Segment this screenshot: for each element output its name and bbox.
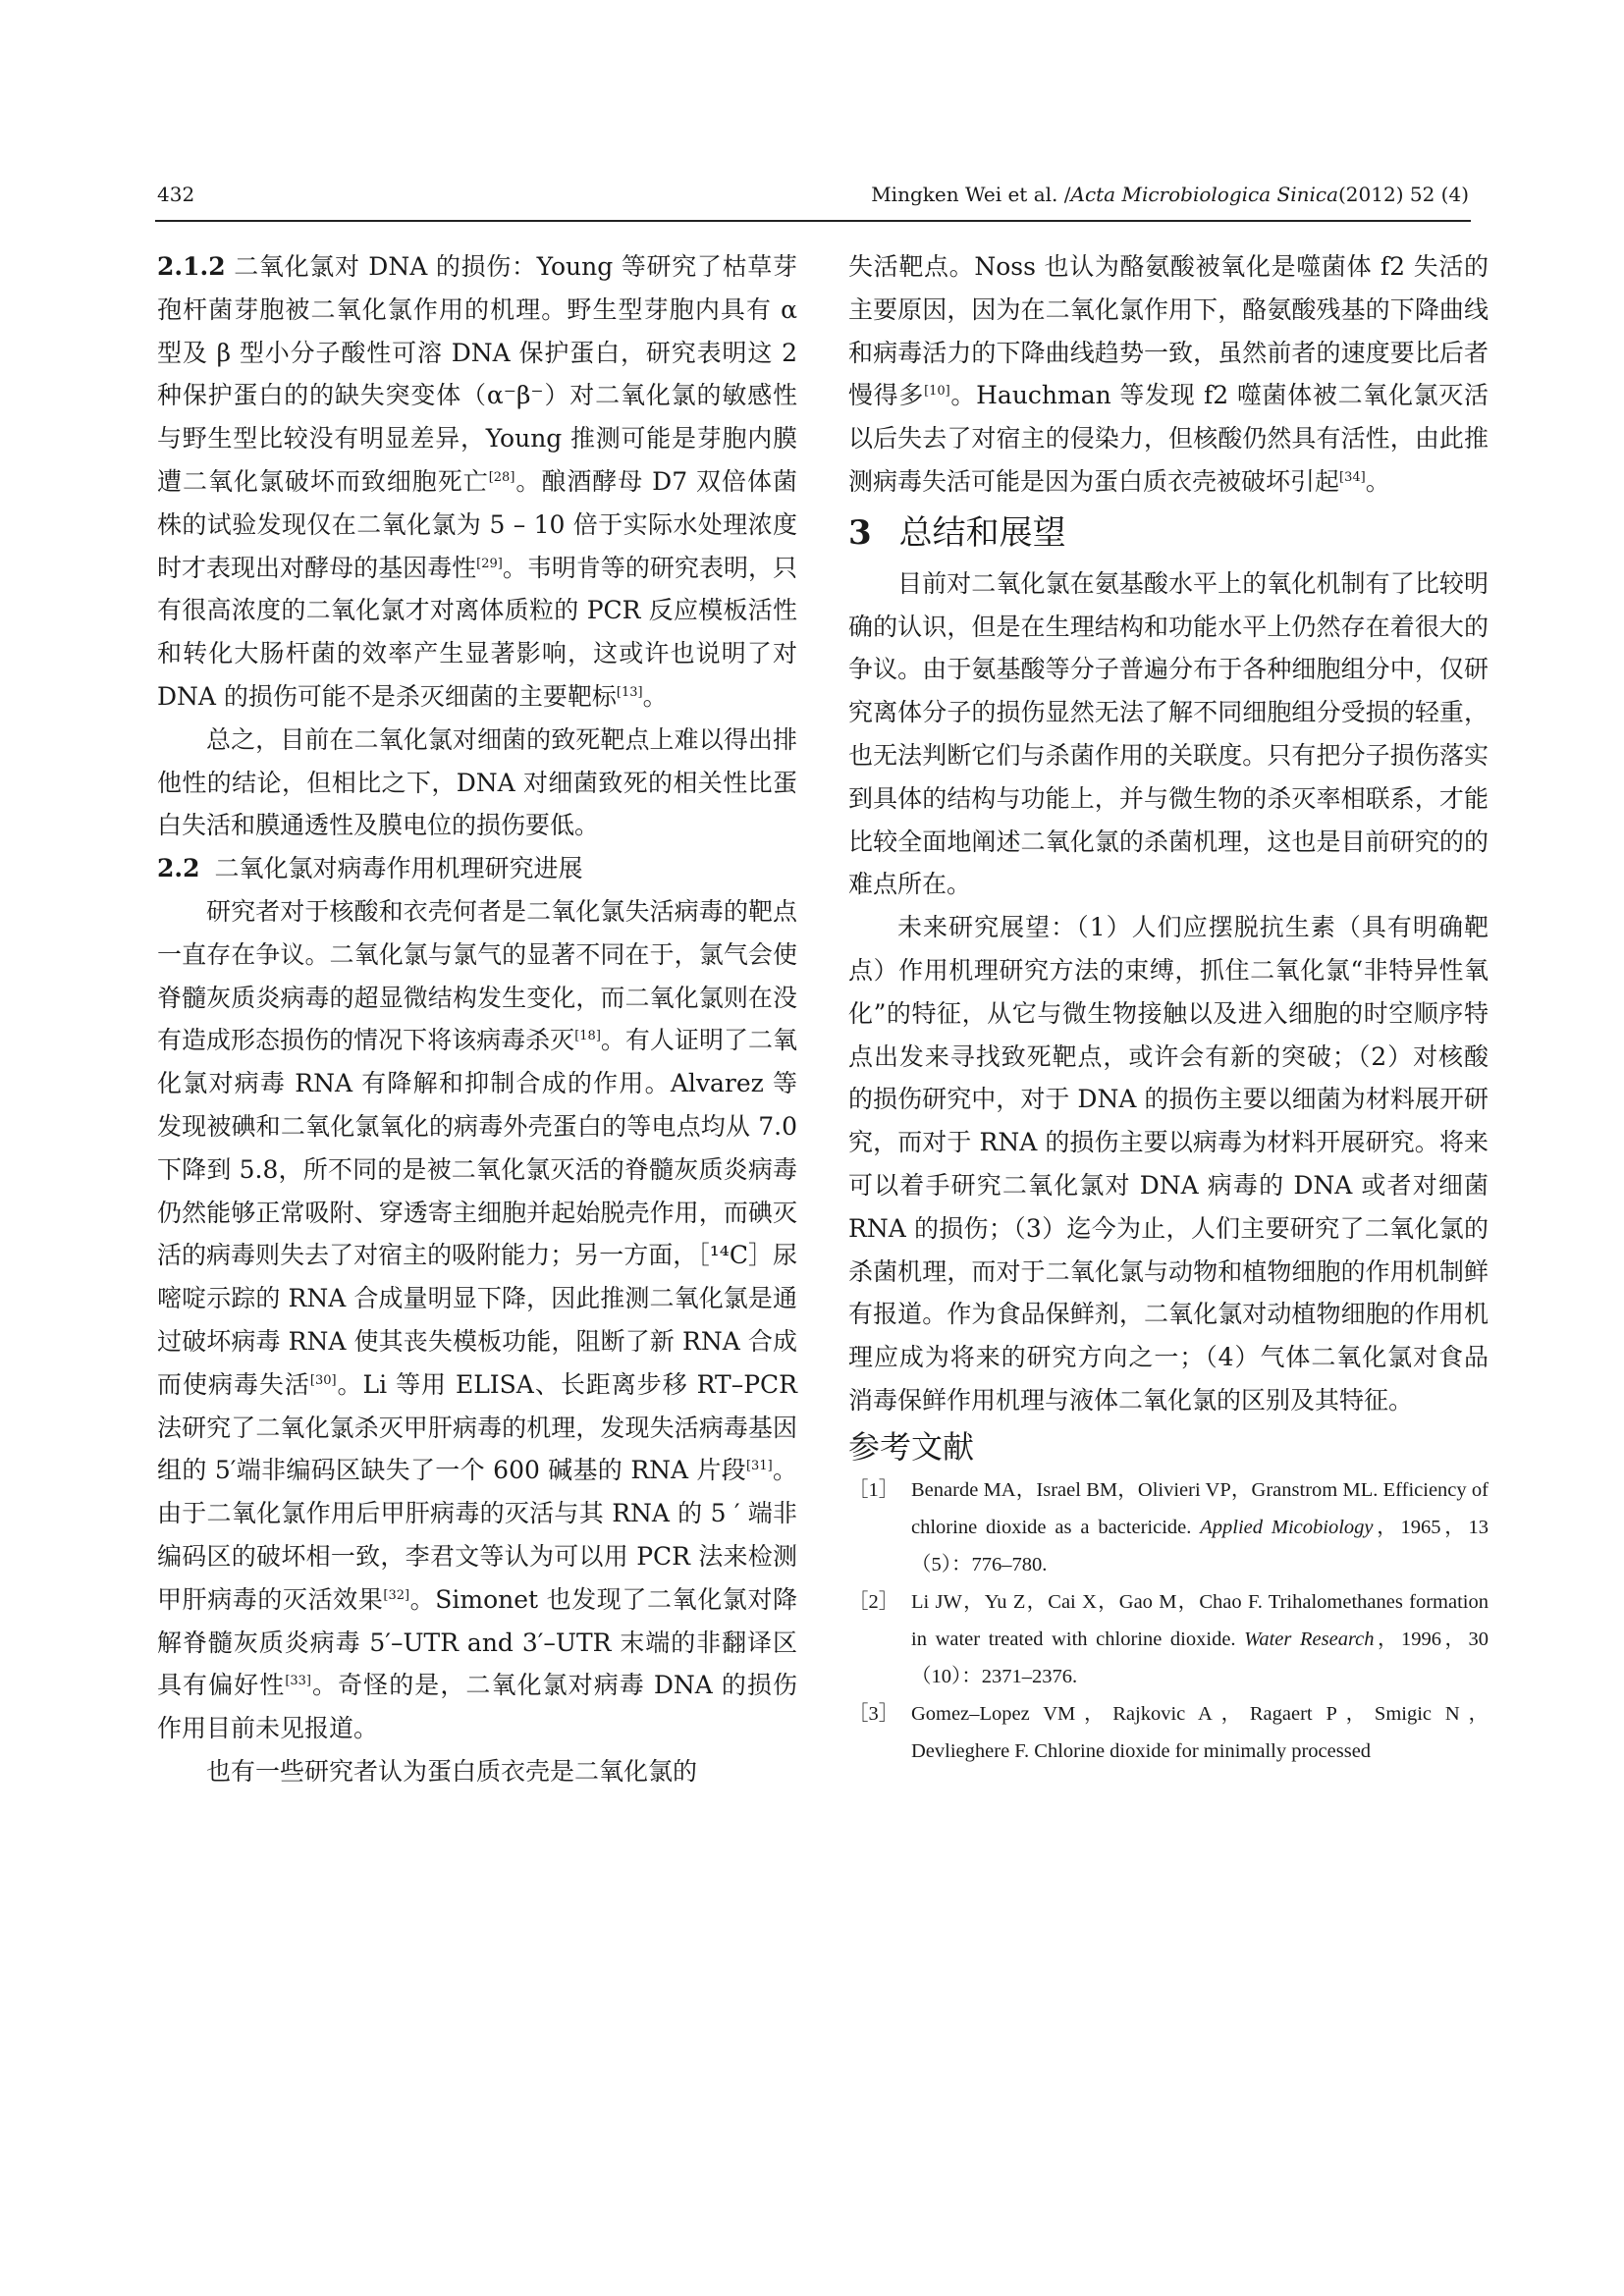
citation: [30] (309, 1372, 337, 1388)
reference-tail: ，1996，30（10）：2371–2376. (911, 1628, 1489, 1687)
running-header (805, 183, 1469, 206)
section-3-number: 3 (848, 512, 872, 553)
references-heading: 参考文献 (848, 1427, 975, 1466)
paragraph-text: 。 (1365, 466, 1390, 496)
paragraph-text: 。奇怪的是，二氧化氯对病毒 DNA 的损伤作用目前未见报道。 (157, 1671, 797, 1743)
reference-number: ［3］ (848, 1702, 899, 1725)
paragraph-text: 。Li 等用 ELISA、长距离步移 RT–PCR 法研究了二氧化氯杀灭甲肝病毒的机理，发现失活病毒基因组的 5′端非编码区缺失了一个 600 碱基的 RNA 片段 (157, 1369, 797, 1485)
paragraph-text: 。由于二氧化氯作用后甲肝病毒的灭活与其 RNA 的 5 ′ 端非编码区的破坏相一致，李君文等认为可以用 PCR 法来检测甲肝病毒的灭活效果 (157, 1456, 797, 1614)
citation: [29] (476, 556, 503, 571)
capsid-paragraph-continued (848, 245, 1489, 504)
reference-text: Li JW，Yu Z，Cai X，Gao M，Chao F. Trihalomethanes formation in water treated with chlorine dioxide. (911, 1590, 1489, 1650)
reference-text: Gomez–Lopez VM，Rajkovic A，Ragaert P，Smigic N，Devlieghere F. Chlorine dioxide for minimally processed (911, 1702, 1489, 1762)
capsid-paragraph-start: 也有一些研究者认为蛋白质衣壳是二氧化氯的 (206, 1756, 698, 1786)
citation: [18] (574, 1029, 601, 1044)
section-2-1-2-paragraph (157, 245, 797, 719)
citation: [33] (285, 1674, 311, 1689)
reference-journal: Water Research (1244, 1628, 1375, 1650)
section-3-heading (848, 504, 1489, 562)
header-slash: / (1057, 183, 1071, 206)
outlook-paragraph: 未来研究展望：（1）人们应摆脱抗生素（具有明确靶点）作用机理研究方法的束缚，抓住二氧化氯“非特异性氧化”的特征，从它与微生物接触以及进入细胞的时空顺序特点出发来寻找致死靶点，或许会有新的突破；（2）对核酸的损伤研究中，对于 DNA 的损伤主要以细菌为材料展开研究，而对于 RNA 的损伤主要以病毒为材料开展研究。将来可以着手研究二氧化氯对 DNA 病毒的 DNA 或者对细菌 RNA 的损伤；（3）迄今为止，人们主要研究了二氧化氯的杀菌机理，而对于二氧化氯与动物和植物细胞的作用机制鲜有报道。作为食品保鲜剂，二氧化氯对动植物细胞的作用机理应成为将来的研究方向之一；（4）气体二氧化氯对食品消毒保鲜作用机理与液体二氧化氯的区别及其特征。 (848, 913, 1489, 1415)
reference-item (848, 1471, 1489, 1583)
virus-mechanism-paragraph (157, 890, 797, 1750)
paragraph-text: 。Simonet 也发现了二氧化氯对降解脊髓灰质炎病毒 5′–UTR and 3′–UTR 末端的非翻译区具有偏好性 (157, 1584, 797, 1700)
citation: [10] (924, 384, 950, 400)
reference-number: ［2］ (848, 1590, 899, 1613)
section-2-1-2-number: 2.1.2 (157, 252, 226, 281)
reference-number: ［1］ (848, 1478, 899, 1501)
reference-list (848, 1471, 1489, 1770)
reference-text: Benarde MA，Israel BM，Olivieri VP，Granstrom ML. Efficiency of chlorine dioxide as a bactericide. (911, 1478, 1489, 1538)
page-number: 432 (157, 183, 195, 206)
citation: [32] (383, 1587, 410, 1603)
section-3-title: 总结和展望 (898, 512, 1066, 553)
reference-item (848, 1583, 1489, 1695)
paragraph-text: 。 (642, 681, 668, 711)
paragraph-text: 二氧化氯对 DNA 的损伤：Young 等研究了枯草芽孢杆菌芽胞被二氧化氯作用的机理。野生型芽胞内具有 α 型及 β 型小分子酸性可溶 DNA 保护蛋白，研究表明这 2 种保护蛋白的的缺失突变体（α⁻β⁻）对二氧化氯的敏感性与野生型比较没有明显差异，Young 推测可能是芽胞内膜遭二氧化氯破坏而致细胞死亡 (157, 252, 797, 496)
citation: [31] (745, 1459, 773, 1474)
paragraph-text: 。有人证明了二氧化氯对病毒 RNA 有降解和抑制合成的作用。Alvarez 等发现被碘和二氧化氯氧化的病毒外壳蛋白的等电点均从 7.0 下降到 5.8，所不同的是被二氧化氯灭活的脊髓灰质炎病毒仍然能够正常吸附、穿透寄主细胞并起始脱壳作用，而碘灭活的病毒则失去了对宿主的吸附能力；另一方面，［¹⁴C］尿嘧啶示踪的 RNA 合成量明显下降，因此推测二氧化氯是通过破坏病毒 RNA 使其丧失模板功能，阻断了新 RNA 合成而使病毒失活 (157, 1026, 797, 1399)
paragraph-text: 。酿酒酵母 D7 双倍体菌株的试验发现仅在二氧化氯为 5 – 10 倍于实际水处理浓度时才表现出对酵母的基因毒性 (157, 466, 797, 582)
header-journal: Acta Microbiologica Sinica (1070, 183, 1338, 206)
citation: [13] (616, 684, 643, 700)
section-2-2-title: 二氧化氯对病毒作用机理研究进展 (214, 854, 583, 883)
citation: [34] (1339, 469, 1366, 485)
paragraph-text: 。Hauchman 等发现 f2 噬菌体被二氧化氯灭活以后失去了对宿主的侵染力，但核酸仍然具有活性，由此推测病毒失活可能是因为蛋白质衣壳被破坏引起 (848, 381, 1489, 496)
paragraph-text: 失活靶点。Noss 也认为酪氨酸被氧化是噬菌体 f2 失活的主要原因，因为在二氧化氯作用下，酪氨酸残基的下降曲线和病毒活力的下降曲线趋势一致，虽然前者的速度要比后者慢得多 (848, 252, 1489, 410)
reference-tail: ，1965，13（5）：776–780. (911, 1516, 1489, 1575)
header-authors: Mingken Wei et al. (871, 183, 1058, 206)
citation: [28] (488, 469, 515, 485)
left-column (157, 245, 797, 1793)
paragraph-text: 研究者对于核酸和衣壳何者是二氧化氯失活病毒的靶点一直存在争议。二氧化氯与氯气的显著不同在于，氯气会使脊髓灰质炎病毒的超显微结构发生变化，而二氧化氯则在没有造成形态损伤的情况下将该病毒杀灭 (157, 896, 797, 1055)
conclusion-paragraph: 目前对二氧化氯在氨基酸水平上的氧化机制有了比较明确的认识，但是在生理结构和功能水平上仍然存在着很大的争议。由于氨基酸等分子普遍分布于各种细胞组分中，仅研究离体分子的损伤显然无法了解不同细胞组分受损的轻重，也无法判断它们与杀菌作用的关联度。只有把分子损伤落实到具体的结构与功能上，并与微生物的杀灭率相联系，才能比较全面地阐述二氧化氯的杀菌机理，这也是目前研究的的难点所在。 (848, 568, 1489, 899)
section-2-2-number: 2.2 (157, 854, 200, 883)
reference-item (848, 1695, 1489, 1770)
summary-paragraph: 总之，目前在二氧化氯对细菌的致死靶点上难以得出排他性的结论，但相比之下，DNA 对细菌致死的相关性比蛋白失活和膜通透性及膜电位的损伤要低。 (157, 724, 797, 840)
reference-journal: Applied Micobiology (1200, 1516, 1374, 1538)
paragraph-text: 。韦明肯等的研究表明，只有很高浓度的二氧化氯才对离体质粒的 PCR 反应模板活性和转化大肠杆菌的效率产生显著影响，这或许也说明了对 DNA 的损伤可能不是杀灭细菌的主要靶标 (157, 553, 797, 711)
section-2-2-heading (157, 847, 797, 890)
right-column (848, 245, 1489, 1770)
header-issue: (2012) 52 (4) (1338, 183, 1469, 206)
header-rule (155, 220, 1471, 222)
